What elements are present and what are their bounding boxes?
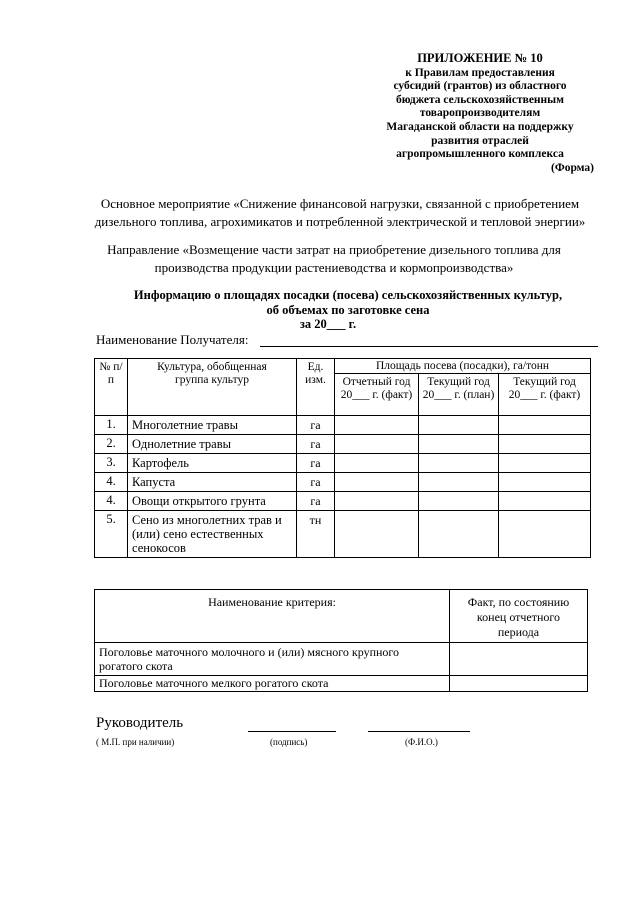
cell-fact[interactable] — [499, 435, 591, 454]
row-unit: га — [297, 435, 335, 454]
criteria-fact-cell[interactable] — [450, 676, 588, 692]
table-row — [95, 435, 591, 454]
signature-caption: (подпись) — [270, 737, 308, 747]
cell-plan[interactable] — [419, 416, 499, 435]
cell-fact[interactable] — [499, 416, 591, 435]
appendix-line: к Правилам предоставления — [405, 66, 555, 79]
signature-title: Руководитель — [96, 715, 184, 731]
row-unit: га — [297, 416, 335, 435]
crops-table — [94, 358, 591, 558]
cell-report[interactable] — [335, 435, 419, 454]
main-event-text: Основное мероприятие «Снижение финансовой нагрузки, связанной с приобретением дизельного топлива, агрохимикатов и потребленной электрической и тепловой энергии» — [94, 196, 586, 229]
row-culture: Сено из многолетних трав и (или) сено естественных сенокосов — [128, 511, 297, 558]
cell-fact[interactable] — [499, 473, 591, 492]
appendix-line: товаропроизводителям — [419, 107, 541, 120]
cell-fact[interactable] — [499, 511, 591, 558]
cell-plan[interactable] — [419, 435, 499, 454]
header-area: Площадь посева (посадки), га/тонн — [335, 359, 591, 374]
row-culture: Многолетние травы — [128, 416, 297, 435]
appendix-line: Магаданской области на поддержку — [386, 120, 574, 133]
row-culture: Овощи открытого грунта — [128, 492, 297, 511]
cell-report[interactable] — [335, 473, 419, 492]
direction-text: Направление «Возмещение части затрат на приобретение дизельного топлива для производства продукции растениеводства и кормопроизводства» — [107, 242, 561, 275]
info-title-line: Информацию о площадях посадки (посева) сельскохозяйственных культур, — [133, 288, 563, 302]
header-report-year: Отчетный год 20___ г. (факт) — [335, 374, 419, 416]
row-num: 4. — [95, 492, 128, 511]
cell-fact[interactable] — [499, 492, 591, 511]
criteria-fact-cell[interactable] — [450, 643, 588, 676]
table-row — [95, 416, 591, 435]
row-num: 2. — [95, 435, 128, 454]
header-culture: Культура, обобщенная группа культур — [128, 359, 297, 416]
appendix-line: субсидий (грантов) из областного — [393, 80, 567, 93]
row-num: 5. — [95, 511, 128, 558]
row-num: 3. — [95, 454, 128, 473]
recipient-label: Наименование Получателя: — [96, 332, 249, 347]
seal-note: ( М.П. при наличии) — [96, 737, 175, 747]
cell-plan[interactable] — [419, 454, 499, 473]
cell-plan[interactable] — [419, 473, 499, 492]
name-caption: (Ф.И.О.) — [405, 737, 438, 747]
criteria-name: Поголовье маточного мелкого рогатого скота — [95, 676, 450, 692]
cell-report[interactable] — [335, 416, 419, 435]
cell-plan[interactable] — [419, 492, 499, 511]
info-title-line: об объемах по заготовке сена — [266, 302, 430, 317]
table-row — [95, 454, 591, 473]
header-unit: Ед. изм. — [297, 359, 335, 416]
header-current-fact: Текущий год 20___ г. (факт) — [499, 374, 591, 416]
name-line[interactable] — [368, 731, 470, 732]
signature-line[interactable] — [248, 731, 336, 732]
row-culture: Капуста — [128, 473, 297, 492]
table-row — [95, 492, 591, 511]
criteria-header-fact: Факт, по состоянию конец отчетного периода — [450, 590, 588, 643]
criteria-table — [94, 589, 588, 692]
table-row — [95, 676, 588, 692]
appendix-line: бюджета сельскохозяйственным — [396, 93, 564, 106]
appendix-header — [360, 52, 600, 175]
criteria-name: Поголовье маточного молочного и (или) мясного крупного рогатого скота — [95, 643, 450, 676]
recipient-input-line[interactable] — [260, 346, 598, 347]
header-num: № п/п — [95, 359, 128, 416]
cell-report[interactable] — [335, 492, 419, 511]
appendix-line: агропромышленного комплекса — [396, 148, 564, 161]
row-unit: тн — [297, 511, 335, 558]
row-unit: га — [297, 492, 335, 511]
header-current-plan: Текущий год 20___ г. (план) — [419, 374, 499, 416]
cell-fact[interactable] — [499, 454, 591, 473]
appendix-line: развития отраслей — [431, 134, 529, 147]
info-title — [118, 288, 578, 332]
form-label: (Форма) — [550, 161, 594, 174]
table-row — [95, 511, 591, 558]
appendix-number: ПРИЛОЖЕНИЕ № 10 — [417, 51, 543, 65]
table-row — [95, 473, 591, 492]
table-row — [95, 643, 588, 676]
cell-report[interactable] — [335, 454, 419, 473]
row-unit: га — [297, 454, 335, 473]
row-num: 4. — [95, 473, 128, 492]
cell-plan[interactable] — [419, 511, 499, 558]
row-culture: Картофель — [128, 454, 297, 473]
info-title-line: за 20___ г. — [299, 317, 357, 331]
row-culture: Однолетние травы — [128, 435, 297, 454]
cell-report[interactable] — [335, 511, 419, 558]
row-num: 1. — [95, 416, 128, 435]
criteria-header-name: Наименование критерия: — [95, 590, 450, 643]
row-unit: га — [297, 473, 335, 492]
